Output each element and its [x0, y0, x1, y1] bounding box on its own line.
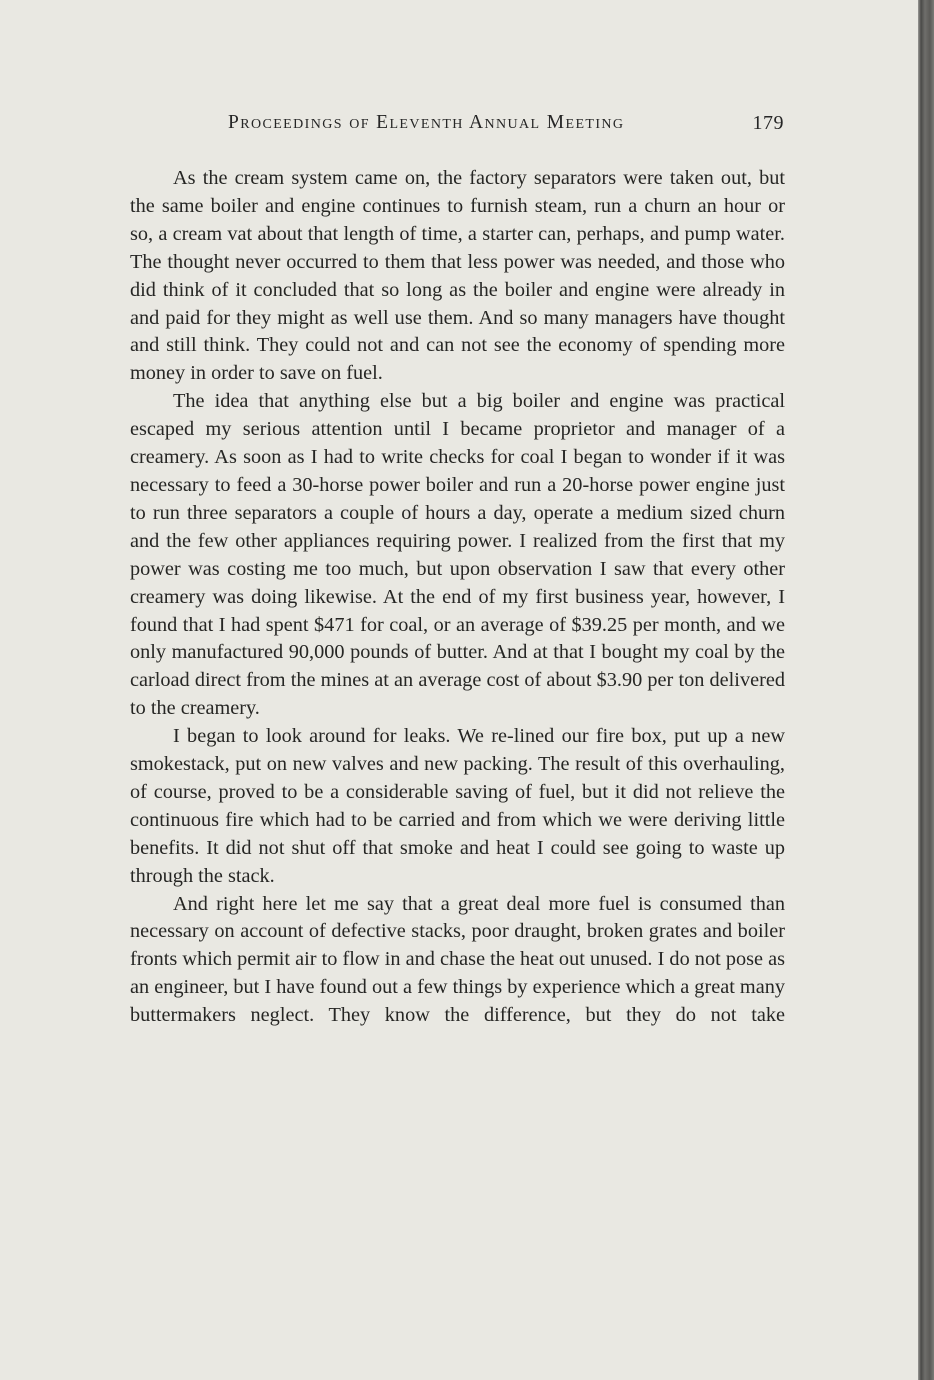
page-edge — [918, 0, 934, 1380]
page-number: 179 — [752, 112, 784, 134]
paragraph-4: And right here let me say that a great deal more fuel is consumed than necessary on account of defective stacks, poor draught, broken grates and boiler fronts which permit air to flow in and chase the heat out unused. I do not pose as an engineer, but I have found out a few things by experience which a great many buttermakers neglect. They know the difference, but they do not take — [130, 892, 785, 1027]
running-head — [228, 112, 784, 146]
paragraph-2: The idea that anything else but a big boiler and engine was practical escaped my serious attention until I became proprietor and manager of a creamery. As soon as I had to write checks for coal I began to wonder if it was necessary to feed a 30-horse power boiler and run a 20-horse power engine just to run three separators a couple of hours a day, operate a medium sized churn and the few other appliances requiring power. I realized from the first that my power was costing me too much, but upon observation I saw that every other creamery was doing likewise. At the end of my first business year, however, I found that I had spent $471 for coal, or an average of $39.25 per month, and we only manufactured 90,000 pounds of butter. And at that I bought my coal by the carload direct from the mines at an average cost of about $3.90 per ton delivered to the creamery. — [130, 390, 785, 720]
paragraph-3: I began to look around for leaks. We re-lined our fire box, put up a new smokestack, put on new valves and new packing. The result of this overhauling, of course, proved to be a considerable saving of fuel, but it did not relieve the continuous fire which had to be carried and from which we were deriving little benefits. It did not shut off that smoke and heat I could see going to waste up through the stack. — [130, 725, 785, 887]
running-title: Proceedings of Eleventh Annual Meeting — [228, 112, 625, 133]
body-text — [130, 165, 785, 1030]
paragraph-1: As the cream system came on, the factory separators were taken out, but the same boiler and engine continues to furnish steam, run a churn an hour or so, a cream vat about that length of time, a starter can, perhaps, and pump water. The thought never occurred to them that less power was needed, and those who did think of it concluded that so long as the boiler and engine were already in and paid for they might as well use them. And so many managers have thought and still think. They could not and can not see the economy of spending more money in order to save on fuel. — [130, 167, 785, 385]
